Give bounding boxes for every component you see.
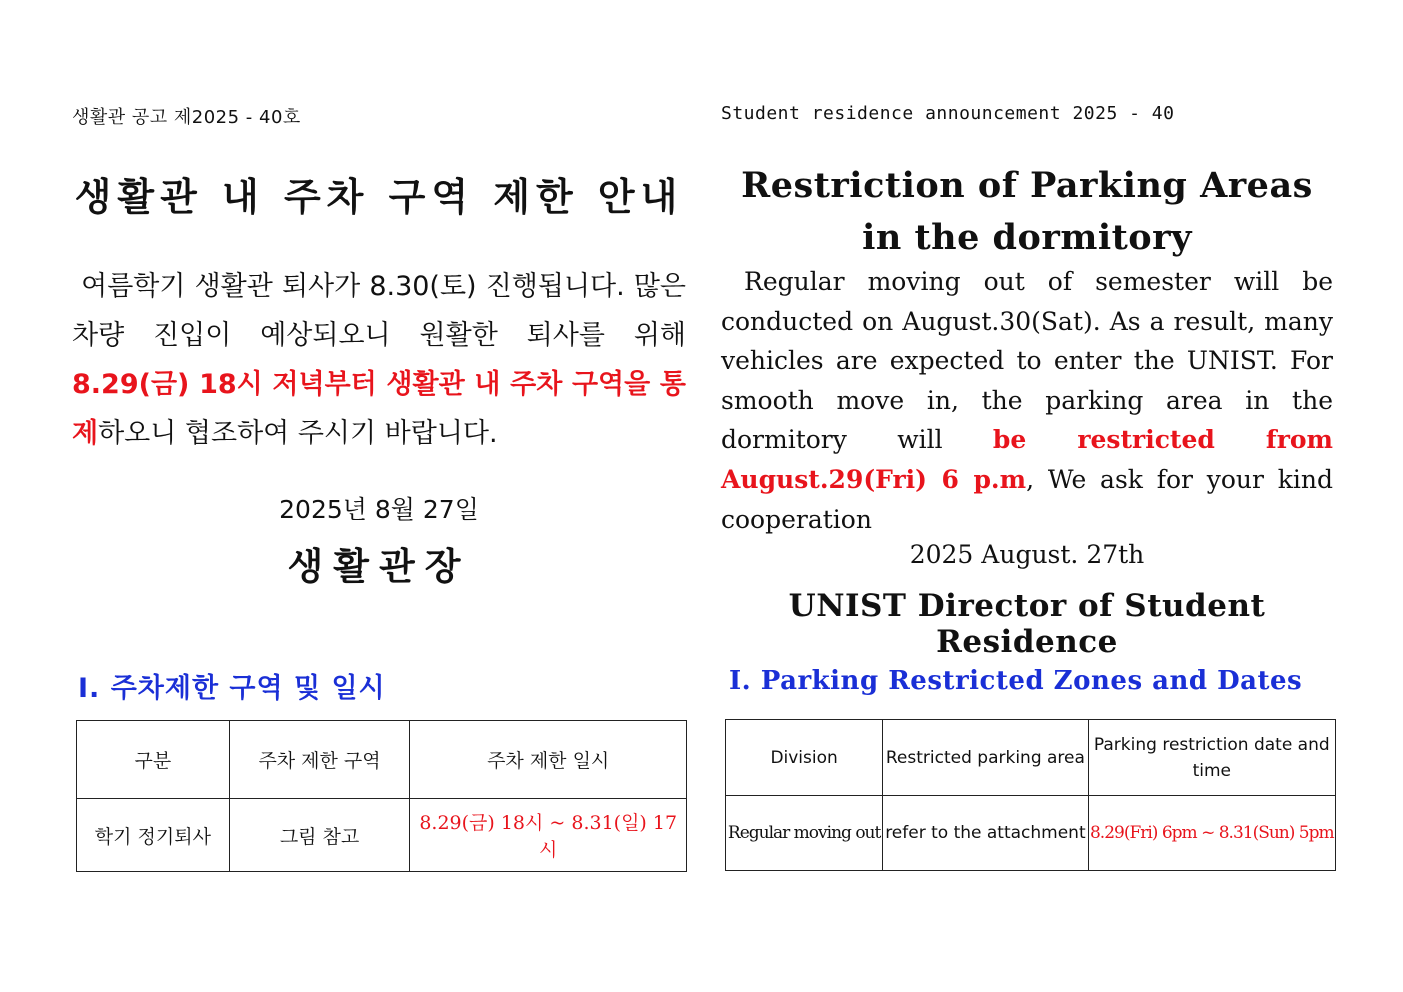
notice-body [72,262,686,458]
notice-number: Student residence announcement 2025 - 40 [721,103,1175,124]
body-text-end: 하오니 협조하여 주시기 바랍니다. [98,418,498,449]
signature: UNIST Director of Student Residence [788,588,1266,660]
table-header-cell: 구분 [77,721,230,799]
table-header-row [77,721,687,799]
table-cell: refer to the attachment [883,796,1088,871]
table-header-cell: Division [726,720,883,796]
table-header-cell: Restricted parking area [883,720,1088,796]
signature: 생활관장 [287,545,471,588]
body-text: Regular moving out of semester will be conducted on August.30(Sat). As a result, many vehicles are expected to enter the UNIST. For smooth move in, the parking area in the dormitory will [721,267,1334,455]
page-title: 생활관 내 주차 구역 제한 안내 [74,175,684,219]
section-heading: Ⅰ. Parking Restricted Zones and Dates [729,666,1303,696]
body-highlight: be restricted from August.29(Fri) 6 p.m [721,425,1333,494]
table-cell: 학기 정기퇴사 [77,799,230,872]
notice-body [721,262,1333,539]
restriction-table [725,719,1336,871]
notice-date: 2025년 8월 27일 [279,495,479,524]
page-title: Restriction of Parking Areas in the dormitory [741,165,1313,258]
body-highlight: 8.29(금) 18시 저녁부터 생활관 내 주차 구역을 통제 [72,369,686,449]
table-header-cell: 주차 제한 구역 [229,721,410,799]
table-header-row [726,720,1336,796]
table-cell-date: 8.29(금) 18시 ~ 8.31(일) 17시 [410,799,687,872]
body-text: 여름학기 생활관 퇴사가 8.30(토) 진행됩니다. 많은 차량 진입이 예상되오니 원활한 퇴사를 위해 [72,271,686,351]
table-row [77,799,687,872]
notice-number: 생활관 공고 제2025 - 40호 [72,107,301,128]
table-header-cell: Parking restriction date and time [1088,720,1335,796]
section-heading: Ⅰ. 주차제한 구역 및 일시 [78,673,386,704]
table-row [726,796,1336,871]
table-header-cell: 주차 제한 일시 [410,721,687,799]
body-text-end: , We ask for your kind cooperation [721,464,1334,534]
table-cell-date: 8.29(Fri) 6pm ~ 8.31(Sun) 5pm [1088,796,1335,871]
notice-date: 2025 August. 27th [909,540,1145,569]
table-cell: 그림 참고 [229,799,410,872]
restriction-table [76,720,687,872]
table-cell: Regular moving out [726,796,883,871]
